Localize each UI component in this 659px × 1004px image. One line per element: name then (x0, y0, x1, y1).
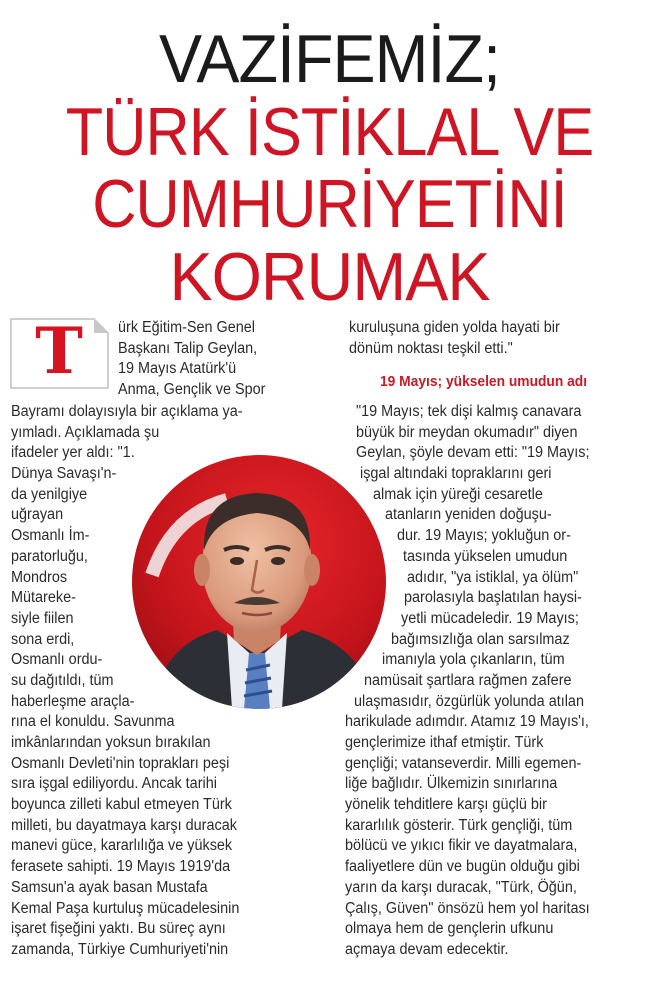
text-line: yönelik tehditlere karşı güçlü bir (345, 796, 547, 814)
text-line: da yenilgiye (11, 485, 88, 503)
text-line: Bayramı dolayısıyla bir açıklama ya- (11, 403, 243, 420)
text-line: açmaya devam edecektir. (345, 940, 509, 958)
text-line: Başkanı Talip Geylan, (118, 339, 258, 357)
headline-line-2: TÜRK İSTİKLAL VE (65, 94, 594, 170)
text-line: yımladı. Açıklamada şu (11, 423, 160, 441)
text-line: imanıyla yola çıkanların, tüm (382, 651, 565, 669)
headline-line-4: KORUMAK (169, 239, 490, 315)
text-line: imkânlarından yoksun bırakılan (11, 734, 211, 751)
text-line: Mondros (11, 568, 68, 586)
text-line: Mütareke- (11, 589, 76, 607)
portrait-illustration (132, 455, 386, 709)
text-line: uğrayan (11, 506, 64, 524)
text-line: Anma, Gençlik ve Spor (118, 381, 266, 399)
text-line: siyle fiilen (11, 609, 74, 627)
text-line: gençliği; vatanseverdir. Milli egemen- (345, 754, 582, 772)
text-line: 19 Mayıs Atatürk'ü (118, 360, 237, 378)
text-line: faaliyetlere dün ve bugün olduğu gibi (345, 858, 580, 876)
text-line: ulaşmasıdır, özgürlük yolunda atılan (354, 692, 584, 710)
text-line: almak için yüreği cesaretle (373, 485, 543, 503)
text-line: paratorluğu, (11, 547, 88, 565)
text-line: Geylan, şöyle devam etti: "19 Mayıs; (356, 444, 590, 462)
text-line: Samsun'a ayak basan Mustafa (11, 878, 208, 896)
text-line: Osmanlı Devleti'nin toprakları peşi (11, 754, 230, 772)
text-line: dur. 19 Mayıs; yokluğun or- (397, 527, 571, 545)
text-line: "19 Mayıs; tek dişi kalmış canavara (356, 403, 582, 420)
text-line: Dünya Savaşı'n- (11, 465, 117, 483)
headline-line-3: CUMHURİYETİNİ (92, 166, 567, 242)
drop-cap-letter: T (35, 314, 83, 389)
text-line: kuruluşuna giden yolda hayati bir (349, 319, 560, 336)
column-2-continued-text (349, 318, 576, 359)
text-line: boyunca zilleti kabul etmeyen Türk (11, 796, 232, 814)
text-line: milleti, bu dayatmaya karşı duracak (11, 816, 237, 834)
text-line: sona erdi, (11, 630, 75, 648)
text-line: Osmanlı İm- (11, 527, 90, 545)
text-line: ifadeler yer aldı: "1. (11, 444, 135, 462)
text-line: tasında yükselen umudun (403, 547, 568, 565)
text-line: sıra işgal ediliyordu. Ancak tarihi (11, 775, 217, 793)
text-line: ferasete sahipti. 19 Mayıs 1919'da (11, 858, 231, 876)
subheading: 19 Mayıs; yükselen umudun adı (380, 373, 588, 390)
text-line: adıdır, "ya istiklal, ya ölüm" (407, 568, 579, 586)
text-line: manevi güce, kararlılığa ve yüksek (11, 837, 233, 855)
text-line: rına el konuldu. Savunma (11, 713, 175, 731)
text-line: bölücü ve yıkıcı fikir ve dayatmalara, (345, 837, 578, 855)
portrait-photo (132, 455, 386, 709)
text-line: gençlerimize ithaf etmiştir. Türk (345, 734, 544, 751)
text-line: atanların yeniden doğuşu- (385, 506, 552, 524)
text-line: yetli mücadeledir. 19 Mayıs; (401, 609, 579, 627)
text-line: su dağıtıldı, tüm (11, 671, 114, 689)
text-line: haberleşme araçla- (11, 692, 135, 710)
headline-line-1: VAZİFEMİZ; (158, 21, 500, 97)
text-line: Kemal Paşa kurtuluş mücadelesinin (11, 899, 240, 917)
text-line: ürk Eğitim-Sen Genel (118, 319, 256, 336)
text-line: dönüm noktası teşkil etti." (349, 339, 513, 357)
text-line: olmaya hem de gençlerin ufkunu (345, 920, 554, 938)
text-line: yarın da karşı duracak, "Türk, Öğün, (345, 878, 577, 896)
text-line: kararlılık gösterir. Türk gençliği, tüm (345, 816, 573, 834)
text-line: namüsait şartlara rağmen zafere (364, 671, 572, 689)
text-line: Osmanlı ordu- (11, 651, 103, 669)
text-line: büyük bir meydan okumadır" diyen (356, 423, 578, 441)
text-line: bağımsızlığa olan sarsılmaz (391, 630, 570, 648)
text-line: parolasıyla başlatılan haysi- (404, 589, 582, 607)
text-line: işgal altındaki topraklarını geri (360, 465, 552, 483)
text-line: işaret fişeğini yaktı. Bu süreç aynı (11, 920, 226, 938)
text-line: Çalış, Güven" önsözü hem yol haritası (345, 899, 590, 917)
text-line: harikulade adımdır. Atamız 19 Mayıs'ı, (345, 713, 589, 731)
text-line: liğe bağlıdır. Ülkemizin sınırlarına (345, 775, 558, 793)
column-1-intro-text (118, 318, 277, 401)
text-line: zamanda, Türkiye Cumhuriyeti'nin (11, 940, 229, 958)
